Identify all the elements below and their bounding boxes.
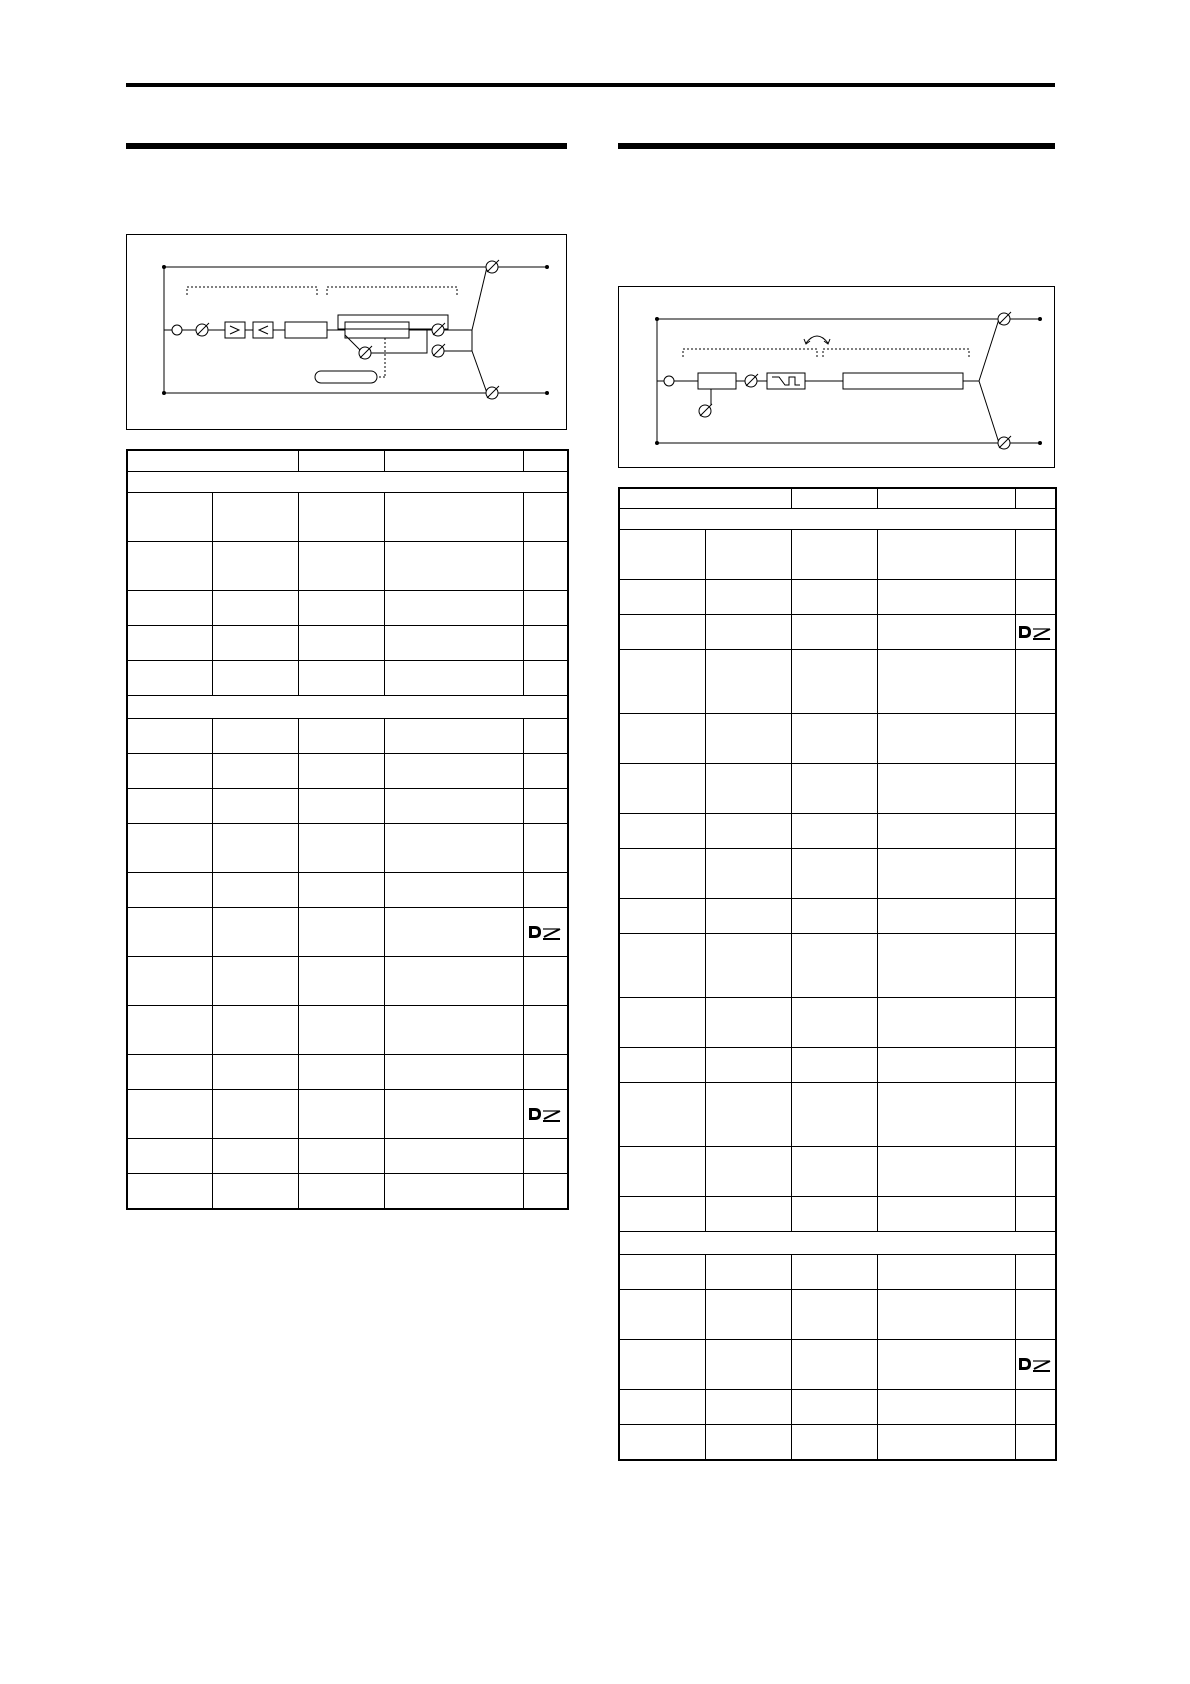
table-cell (619, 1047, 705, 1082)
table-row (619, 997, 1056, 1047)
table-cell (212, 718, 298, 753)
table-cell (298, 718, 384, 753)
left-signal-flow (127, 235, 568, 431)
table-cell (384, 788, 523, 823)
table-row (619, 1339, 1056, 1389)
table-cell (877, 1082, 1015, 1146)
table-cell (127, 1005, 212, 1054)
table-row (619, 933, 1056, 997)
table-cell (619, 1082, 705, 1146)
table-cell (791, 579, 877, 614)
table-cell (127, 1054, 212, 1089)
table-row (127, 823, 568, 872)
header-cell (877, 488, 1015, 508)
table-cell (705, 529, 791, 579)
table-cell (705, 1339, 791, 1389)
left-block-diagram (126, 234, 567, 430)
table-cell (791, 898, 877, 933)
table-cell (523, 660, 568, 695)
table-row (127, 1138, 568, 1173)
table-cell (212, 541, 298, 590)
table-cell (791, 848, 877, 898)
table-row (127, 753, 568, 788)
table-cell (127, 541, 212, 590)
table-cell (705, 1254, 791, 1289)
table-cell (298, 788, 384, 823)
table-cell (877, 1196, 1015, 1231)
table-cell (127, 590, 212, 625)
table-row (619, 579, 1056, 614)
table-cell (212, 1005, 298, 1054)
table-cell (791, 1196, 877, 1231)
table-cell (1015, 813, 1056, 848)
table-cell (877, 649, 1015, 713)
table-section-row (619, 1231, 1056, 1254)
table-cell (619, 649, 705, 713)
table-cell (1015, 848, 1056, 898)
table-row (619, 898, 1056, 933)
table-cell (523, 956, 568, 1005)
table-cell (1015, 763, 1056, 813)
table-cell (705, 813, 791, 848)
table-cell (384, 541, 523, 590)
table-row (619, 529, 1056, 579)
table-cell (877, 529, 1015, 579)
table-cell (791, 529, 877, 579)
dmod-icon (527, 1105, 563, 1123)
table-cell (298, 872, 384, 907)
table-cell (705, 1146, 791, 1196)
table-row (619, 649, 1056, 713)
table-row (127, 625, 568, 660)
table-cell (705, 763, 791, 813)
table-row (619, 713, 1056, 763)
table-cell (127, 660, 212, 695)
table-cell (877, 1389, 1015, 1424)
header-cell (1015, 488, 1056, 508)
table-row (127, 590, 568, 625)
table-cell (298, 753, 384, 788)
table-cell (619, 1254, 705, 1289)
table-cell (212, 1173, 298, 1209)
header-cell (127, 450, 298, 471)
table-cell (705, 1196, 791, 1231)
table-cell (705, 649, 791, 713)
table-cell (384, 823, 523, 872)
table-cell (523, 753, 568, 788)
table-cell (523, 541, 568, 590)
table-cell (1015, 649, 1056, 713)
table-cell (298, 1054, 384, 1089)
table-cell (384, 907, 523, 956)
header-cell (298, 450, 384, 471)
table-row (127, 1005, 568, 1054)
table-cell (298, 907, 384, 956)
table-cell (619, 1196, 705, 1231)
table-cell (619, 813, 705, 848)
right-block-diagram (618, 286, 1055, 468)
table-row (127, 541, 568, 590)
table-cell (298, 956, 384, 1005)
table-cell (1015, 614, 1056, 649)
table-cell (523, 718, 568, 753)
table-cell (877, 579, 1015, 614)
dmod-icon (1017, 1355, 1053, 1373)
table-cell (877, 1146, 1015, 1196)
table-cell (298, 590, 384, 625)
header-cell (619, 488, 791, 508)
table-cell (705, 1289, 791, 1339)
table-cell (384, 956, 523, 1005)
table-cell (523, 492, 568, 541)
table-cell (298, 1005, 384, 1054)
table-cell (523, 1054, 568, 1089)
table-cell (791, 649, 877, 713)
table-cell (877, 1424, 1015, 1460)
table-cell (384, 1089, 523, 1138)
table-cell (705, 713, 791, 763)
table-cell (384, 1138, 523, 1173)
table-cell (384, 718, 523, 753)
table-cell (791, 1339, 877, 1389)
table-cell (523, 1138, 568, 1173)
table-cell (1015, 1146, 1056, 1196)
table-cell (877, 848, 1015, 898)
table-row (619, 1146, 1056, 1196)
table-cell (619, 579, 705, 614)
table-cell (384, 1054, 523, 1089)
header-cell (384, 450, 523, 471)
section-cell (127, 695, 568, 718)
table-cell (877, 1254, 1015, 1289)
right-parameter-table (618, 487, 1057, 1461)
table-cell (1015, 1082, 1056, 1146)
header-cell (791, 488, 877, 508)
table-cell (619, 933, 705, 997)
table-cell (619, 529, 705, 579)
table-cell (619, 614, 705, 649)
table-cell (298, 625, 384, 660)
section-cell (619, 1231, 1056, 1254)
table-row (619, 763, 1056, 813)
table-cell (705, 1047, 791, 1082)
table-cell (212, 1054, 298, 1089)
table-cell (384, 660, 523, 695)
table-cell (127, 956, 212, 1005)
table-cell (127, 625, 212, 660)
table-row (619, 1389, 1056, 1424)
table-cell (127, 492, 212, 541)
table-cell (877, 1047, 1015, 1082)
table-cell (877, 713, 1015, 763)
table-section-row (127, 471, 568, 492)
table-cell (791, 1289, 877, 1339)
table-header-row (127, 450, 568, 471)
table-cell (877, 1339, 1015, 1389)
table-cell (212, 590, 298, 625)
table-cell (298, 660, 384, 695)
table-row (127, 492, 568, 541)
table-cell (791, 1082, 877, 1146)
table-cell (127, 1089, 212, 1138)
table-row (619, 1254, 1056, 1289)
table-cell (1015, 713, 1056, 763)
table-cell (384, 1005, 523, 1054)
table-cell (127, 872, 212, 907)
table-cell (877, 763, 1015, 813)
table-cell (212, 492, 298, 541)
table-cell (212, 1089, 298, 1138)
section-cell (619, 508, 1056, 529)
table-cell (523, 625, 568, 660)
table-cell (705, 1424, 791, 1460)
table-row (127, 788, 568, 823)
table-cell (212, 788, 298, 823)
table-cell (523, 1089, 568, 1138)
table-cell (791, 1254, 877, 1289)
table-cell (877, 813, 1015, 848)
table-cell (212, 956, 298, 1005)
table-cell (877, 933, 1015, 997)
table-cell (877, 614, 1015, 649)
table-cell (523, 590, 568, 625)
table-cell (1015, 579, 1056, 614)
table-cell (791, 997, 877, 1047)
table-cell (877, 898, 1015, 933)
table-row (127, 718, 568, 753)
table-cell (619, 1289, 705, 1339)
table-cell (705, 933, 791, 997)
table-header-row (619, 488, 1056, 508)
table-cell (1015, 1289, 1056, 1339)
table-cell (212, 625, 298, 660)
table-cell (791, 933, 877, 997)
table-cell (523, 788, 568, 823)
table-cell (791, 1146, 877, 1196)
table-cell (523, 907, 568, 956)
table-cell (1015, 1196, 1056, 1231)
table-row (127, 660, 568, 695)
table-cell (212, 1138, 298, 1173)
table-row (127, 956, 568, 1005)
table-cell (1015, 1047, 1056, 1082)
table-section-row (127, 695, 568, 718)
table-cell (877, 997, 1015, 1047)
table-cell (298, 492, 384, 541)
table-cell (523, 872, 568, 907)
table-cell (523, 1005, 568, 1054)
table-cell (298, 1138, 384, 1173)
table-cell (619, 1146, 705, 1196)
table-cell (791, 614, 877, 649)
table-cell (384, 1173, 523, 1209)
table-cell (127, 823, 212, 872)
table-cell (298, 1173, 384, 1209)
table-cell (791, 1047, 877, 1082)
table-cell (619, 997, 705, 1047)
table-row (619, 1047, 1056, 1082)
table-cell (877, 1289, 1015, 1339)
table-cell (619, 1389, 705, 1424)
table-row (619, 1289, 1056, 1339)
table-row (619, 1424, 1056, 1460)
table-row (619, 1082, 1056, 1146)
table-cell (384, 625, 523, 660)
table-cell (619, 1424, 705, 1460)
table-cell (791, 763, 877, 813)
table-cell (619, 1339, 705, 1389)
table-cell (1015, 898, 1056, 933)
table-row (619, 813, 1056, 848)
table-cell (212, 660, 298, 695)
table-cell (298, 541, 384, 590)
table-row (127, 872, 568, 907)
table-cell (705, 848, 791, 898)
table-cell (384, 872, 523, 907)
table-cell (791, 813, 877, 848)
table-cell (791, 1424, 877, 1460)
table-row (127, 1089, 568, 1138)
table-row (619, 848, 1056, 898)
table-cell (705, 997, 791, 1047)
table-cell (619, 713, 705, 763)
table-cell (523, 823, 568, 872)
table-cell (523, 1173, 568, 1209)
table-cell (298, 823, 384, 872)
table-cell (127, 1138, 212, 1173)
table-cell (127, 1173, 212, 1209)
table-cell (1015, 997, 1056, 1047)
table-cell (1015, 529, 1056, 579)
table-cell (127, 788, 212, 823)
table-cell (127, 718, 212, 753)
table-row (619, 614, 1056, 649)
table-cell (298, 1089, 384, 1138)
left-section-rule (126, 143, 567, 149)
table-cell (619, 763, 705, 813)
dmod-icon (1017, 623, 1053, 641)
table-cell (212, 753, 298, 788)
table-cell (1015, 933, 1056, 997)
table-cell (384, 590, 523, 625)
table-cell (1015, 1254, 1056, 1289)
table-section-row (619, 508, 1056, 529)
table-cell (127, 753, 212, 788)
table-row (127, 1173, 568, 1209)
table-cell (705, 1082, 791, 1146)
section-cell (127, 471, 568, 492)
table-row (127, 1054, 568, 1089)
page-header-rule (126, 83, 1055, 87)
table-cell (705, 898, 791, 933)
table-cell (212, 872, 298, 907)
table-cell (791, 1389, 877, 1424)
header-cell (523, 450, 568, 471)
table-row (127, 907, 568, 956)
table-cell (212, 823, 298, 872)
table-cell (1015, 1339, 1056, 1389)
table-cell (384, 492, 523, 541)
right-section-rule (618, 143, 1055, 149)
dmod-icon (527, 923, 563, 941)
table-row (619, 1196, 1056, 1231)
table-cell (619, 848, 705, 898)
table-cell (1015, 1424, 1056, 1460)
table-cell (705, 579, 791, 614)
table-cell (1015, 1389, 1056, 1424)
table-cell (705, 1389, 791, 1424)
right-signal-flow (619, 287, 1056, 469)
table-cell (619, 898, 705, 933)
left-parameter-table (126, 449, 569, 1210)
table-cell (212, 907, 298, 956)
table-cell (127, 907, 212, 956)
table-cell (791, 713, 877, 763)
table-cell (705, 614, 791, 649)
table-cell (384, 753, 523, 788)
